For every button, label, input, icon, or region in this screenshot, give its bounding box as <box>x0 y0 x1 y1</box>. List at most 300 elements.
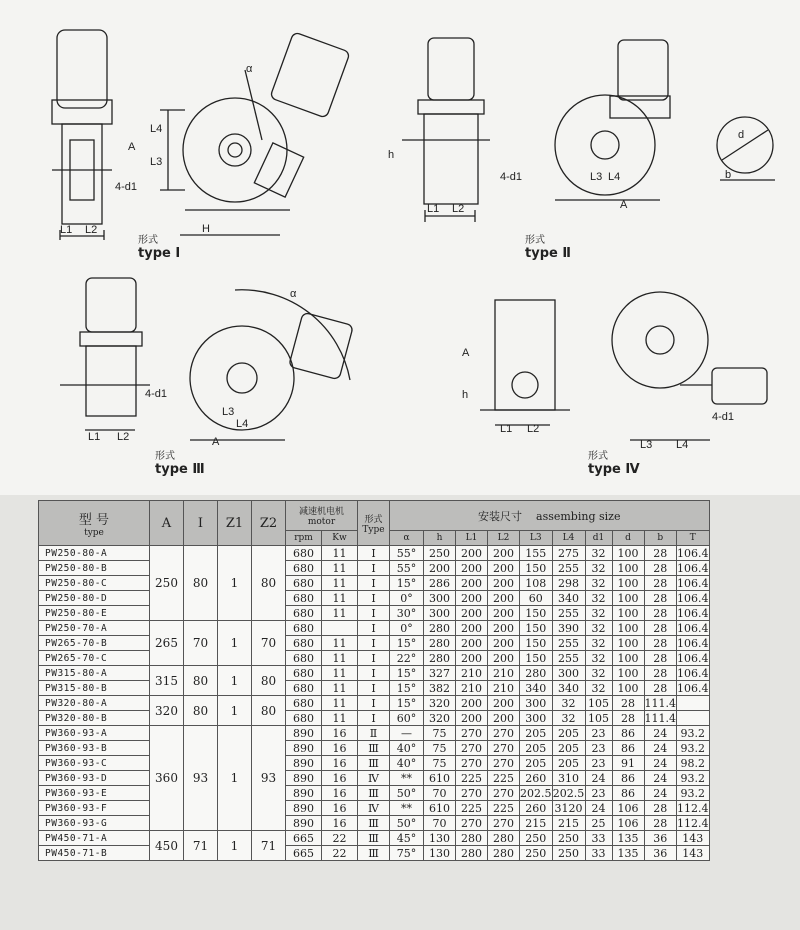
table-row <box>39 651 710 666</box>
table-cell: 106.4 <box>677 606 709 620</box>
table-cell: 382 <box>424 681 456 696</box>
table-cell: 320 <box>424 696 456 711</box>
table-cell: 32 <box>585 591 612 606</box>
table-cell: 130 <box>424 831 456 846</box>
dim-label-h-4: h <box>462 389 469 401</box>
table-cell: 1 <box>218 666 252 696</box>
table-cell: PW450-71-A <box>39 831 150 846</box>
table-cell: 225 <box>456 801 488 816</box>
table-cell: 15° <box>390 636 424 651</box>
table-cell: Ⅰ <box>358 621 390 636</box>
table-cell: 298 <box>552 576 585 591</box>
table-cell: Ⅰ <box>358 606 390 621</box>
table-cell: 890 <box>286 771 322 786</box>
table-cell: 0° <box>390 591 424 606</box>
table-row <box>39 756 710 771</box>
dim-label-A-1: A <box>128 141 136 153</box>
table-cell: 28 <box>644 546 677 561</box>
type-1-side-view <box>52 30 112 240</box>
table-cell <box>677 696 710 711</box>
table-cell: 310 <box>552 771 585 786</box>
caption-en: type Ⅲ <box>155 461 205 477</box>
header-col: α <box>390 531 424 546</box>
table-cell: 680 <box>286 606 322 621</box>
table-cell: PW360-93-F <box>39 801 150 816</box>
table-cell: 93.2 <box>677 771 710 786</box>
dim-label-A-3: A <box>212 436 220 448</box>
table-cell: 93.2 <box>677 726 710 741</box>
dim-label-d1-2: 4-d1 <box>500 171 523 183</box>
table-cell: 24 <box>644 786 677 801</box>
table-cell: 106.4 <box>677 591 709 605</box>
table-cell: 1 <box>218 696 252 726</box>
caption-zh: 形式 <box>138 235 158 246</box>
table-cell: 205 <box>520 756 553 771</box>
table-cell: PW360-93-E <box>39 786 150 801</box>
table-cell: PW250-80-C <box>39 576 150 591</box>
header-assembing-size <box>390 501 710 531</box>
table-row <box>39 831 710 846</box>
table-cell: 360 <box>150 726 184 831</box>
table-cell: 680 <box>286 546 322 561</box>
table-cell: 24 <box>644 741 677 756</box>
table-cell: 28 <box>644 621 677 636</box>
table-row <box>39 606 710 621</box>
table-cell: PW320-80-A <box>39 696 150 711</box>
table-cell: 32 <box>585 546 612 561</box>
table-cell: 300 <box>520 696 553 711</box>
dim-label-L2-2: L2 <box>452 203 465 215</box>
table-cell: 32 <box>585 681 612 696</box>
spec-table <box>38 500 710 861</box>
dim-label-L4-1: L4 <box>150 123 163 135</box>
table-cell: 24 <box>644 771 677 786</box>
table-cell: 108 <box>520 576 553 591</box>
table-cell: 80 <box>184 666 218 696</box>
table-cell: 36 <box>644 831 677 846</box>
dim-label-b: b <box>725 169 732 181</box>
table-cell: 200 <box>488 711 520 726</box>
header-form <box>358 501 390 546</box>
table-cell: 45° <box>390 831 424 846</box>
table-cell: 210 <box>456 681 488 696</box>
table-cell: 300 <box>552 666 585 681</box>
table-cell: 16 <box>322 801 358 816</box>
table-cell: PW360-93-A <box>39 726 150 741</box>
table-cell: 28 <box>644 561 677 576</box>
table-cell: 100 <box>612 666 644 681</box>
table-cell: 665 <box>286 831 322 846</box>
table-cell: 320 <box>424 711 456 726</box>
table-cell: 250 <box>552 846 585 861</box>
table-cell: 93 <box>184 726 218 831</box>
caption-en: type Ⅰ <box>138 245 181 261</box>
table-cell: 280 <box>424 636 456 651</box>
table-cell: 23 <box>585 741 612 756</box>
table-cell: 200 <box>488 591 520 606</box>
table-cell: Ⅰ <box>358 636 390 651</box>
table-cell: 25 <box>585 816 612 831</box>
table-cell: 23 <box>585 756 612 771</box>
header-col: h <box>424 531 456 546</box>
table-cell: 11 <box>322 711 358 726</box>
dim-label-L4-4: L4 <box>676 439 689 451</box>
table-cell: 80 <box>252 696 286 726</box>
table-cell: 15° <box>390 576 424 591</box>
dim-label-L1-2: L1 <box>427 203 440 215</box>
table-cell: 28 <box>644 651 677 666</box>
header-col: d <box>612 531 644 546</box>
header-col: d1 <box>585 531 612 546</box>
table-cell: 11 <box>322 576 358 591</box>
table-cell: 200 <box>456 651 488 666</box>
table-cell: 200 <box>456 711 488 726</box>
table-cell: Ⅰ <box>358 576 390 591</box>
table-cell: 100 <box>612 636 644 651</box>
table-cell: 200 <box>488 621 520 636</box>
table-cell: 28 <box>644 576 677 591</box>
dim-label-d1-1: 4-d1 <box>115 181 138 193</box>
table-cell: 24 <box>585 801 612 816</box>
dim-label-L2-1: L2 <box>85 224 98 236</box>
header-col: L1 <box>456 531 488 546</box>
table-cell: 225 <box>488 771 520 786</box>
caption-en: type Ⅳ <box>588 461 640 477</box>
header-col: T <box>677 531 710 546</box>
table-cell: 680 <box>286 621 322 636</box>
table-cell: 15° <box>390 681 424 696</box>
table-cell: 60 <box>520 591 553 606</box>
table-cell: 270 <box>488 786 520 801</box>
table-cell: PW265-70-C <box>39 651 150 666</box>
table-cell: 340 <box>552 591 585 606</box>
table-cell: 106.4 <box>677 576 709 590</box>
table-row <box>39 621 710 636</box>
header-model <box>39 501 150 546</box>
table-cell: 150 <box>520 561 553 576</box>
table-row <box>39 711 710 726</box>
table-cell: 75 <box>424 756 456 771</box>
table-cell: 610 <box>424 771 456 786</box>
header-col: L3 <box>520 531 553 546</box>
table-cell: 300 <box>424 606 456 621</box>
dim-label-L1-4: L1 <box>500 423 513 435</box>
table-cell: 32 <box>585 666 612 681</box>
table-cell: 86 <box>612 771 644 786</box>
table-cell: 450 <box>150 831 184 861</box>
table-cell: 28 <box>612 711 644 726</box>
table-cell: 680 <box>286 711 322 726</box>
table-cell: 1 <box>218 726 252 831</box>
table-cell: 680 <box>286 561 322 576</box>
table-cell: 210 <box>488 666 520 681</box>
header-rpm: rpm <box>286 531 322 546</box>
table-cell: PW450-71-B <box>39 846 150 861</box>
caption-type-3 <box>155 452 205 476</box>
table-cell: 32 <box>585 561 612 576</box>
table-cell: 106 <box>612 801 644 816</box>
table-cell: 11 <box>322 561 358 576</box>
table-cell: PW360-93-B <box>39 741 150 756</box>
table-cell: 280 <box>488 846 520 861</box>
table-cell: 16 <box>322 786 358 801</box>
table-cell: 890 <box>286 741 322 756</box>
table-cell: 106.4 <box>677 561 709 575</box>
table-cell: 55° <box>390 546 424 561</box>
table-cell: 16 <box>322 741 358 756</box>
table-cell: 86 <box>612 726 644 741</box>
table-cell: 150 <box>520 621 553 636</box>
table-cell: 28 <box>644 801 677 816</box>
table-cell: 80 <box>252 666 286 696</box>
table-cell: 200 <box>488 636 520 651</box>
table-cell: 270 <box>456 786 488 801</box>
table-cell: 33 <box>585 831 612 846</box>
table-cell: PW360-93-D <box>39 771 150 786</box>
table-cell: 200 <box>456 621 488 636</box>
table-cell: 250 <box>150 546 184 621</box>
table-cell: 50° <box>390 786 424 801</box>
table-cell: 200 <box>424 561 456 576</box>
table-cell: 0° <box>390 621 424 636</box>
table-cell: 93.2 <box>677 786 710 801</box>
table-cell: 270 <box>488 756 520 771</box>
dim-label-alpha-3: α <box>290 288 297 300</box>
table-cell: 11 <box>322 546 358 561</box>
spec-table-body <box>39 546 710 861</box>
table-cell: 100 <box>612 606 644 621</box>
table-cell: 111.4 <box>644 696 676 710</box>
table-cell: 24 <box>644 756 677 771</box>
table-cell: 32 <box>585 576 612 591</box>
table-cell: 280 <box>520 666 553 681</box>
table-cell: Ⅲ <box>358 786 390 801</box>
table-cell: 106.4 <box>677 651 709 665</box>
header-form-zh: 形式 <box>364 514 383 525</box>
table-cell: 890 <box>286 786 322 801</box>
table-cell: 11 <box>322 696 358 711</box>
table-cell: 112.4 <box>677 801 709 815</box>
table-cell: 890 <box>286 756 322 771</box>
table-cell: 200 <box>456 576 488 591</box>
header-model-zh: 型 号 <box>78 512 110 528</box>
table-cell: 28 <box>644 816 677 831</box>
table-cell: 100 <box>612 621 644 636</box>
header-col: b <box>644 531 677 546</box>
caption-type-1 <box>138 236 180 260</box>
type-4-side-view <box>480 300 570 425</box>
table-cell: 11 <box>322 681 358 696</box>
table-cell: 250 <box>520 846 553 861</box>
table-cell: 28 <box>644 636 677 651</box>
table-cell: 215 <box>552 816 585 831</box>
table-cell: Ⅰ <box>358 696 390 711</box>
table-cell: 270 <box>456 741 488 756</box>
dim-label-L4-2: L4 <box>608 171 621 183</box>
header-model-en: type <box>84 527 104 538</box>
table-cell: 93.2 <box>677 741 710 756</box>
table-cell: ** <box>390 771 424 786</box>
table-cell: 286 <box>424 576 456 591</box>
table-cell: 1 <box>218 546 252 621</box>
table-cell: 100 <box>612 591 644 606</box>
table-cell: 111.4 <box>644 711 676 725</box>
table-cell: PW250-80-B <box>39 561 150 576</box>
table-row <box>39 561 710 576</box>
table-cell: 270 <box>456 726 488 741</box>
table-row <box>39 666 710 681</box>
table-cell: Ⅳ <box>358 801 390 816</box>
table-cell: 40° <box>390 741 424 756</box>
table-cell: 255 <box>552 606 585 621</box>
table-cell: 22 <box>322 846 358 861</box>
table-cell: 86 <box>612 741 644 756</box>
table-cell: 106.4 <box>677 636 709 650</box>
type-2-side-view <box>402 38 490 222</box>
table-cell: 106.4 <box>677 666 709 680</box>
table-cell: 300 <box>424 591 456 606</box>
table-cell: 1 <box>218 621 252 666</box>
table-cell: 680 <box>286 591 322 606</box>
table-cell: 24 <box>644 726 677 741</box>
table-cell: 390 <box>552 621 585 636</box>
table-cell: 225 <box>456 771 488 786</box>
table-cell: 150 <box>520 636 553 651</box>
table-cell: 11 <box>322 591 358 606</box>
table-cell: 93 <box>252 726 286 831</box>
table-cell: 155 <box>520 546 553 561</box>
table-cell: Ⅲ <box>358 756 390 771</box>
table-cell: 205 <box>552 741 585 756</box>
table-cell: 33 <box>585 846 612 861</box>
table-cell: 106.4 <box>677 681 709 695</box>
table-cell: 680 <box>286 681 322 696</box>
caption-en: type Ⅱ <box>525 245 571 261</box>
table-cell: 270 <box>488 816 520 831</box>
table-cell: PW315-80-B <box>39 681 150 696</box>
table-cell: Ⅲ <box>358 741 390 756</box>
table-cell: PW265-70-B <box>39 636 150 651</box>
table-cell: 890 <box>286 801 322 816</box>
table-row <box>39 546 710 561</box>
dim-label-H-1: H <box>202 223 210 235</box>
header-kw: Kw <box>322 531 358 546</box>
table-row <box>39 696 710 711</box>
table-cell: 215 <box>520 816 553 831</box>
table-cell: 200 <box>488 606 520 621</box>
table-cell: 70 <box>424 816 456 831</box>
caption-zh: 形式 <box>588 451 608 462</box>
table-cell: 24 <box>585 771 612 786</box>
table-cell: 32 <box>552 696 585 711</box>
table-cell: 265 <box>150 621 184 666</box>
table-row <box>39 741 710 756</box>
table-cell: 75 <box>424 741 456 756</box>
table-cell: 143 <box>677 846 710 861</box>
table-cell: 270 <box>456 816 488 831</box>
table-cell: 28 <box>644 666 677 681</box>
table-cell: 100 <box>612 546 644 561</box>
table-cell: 130 <box>424 846 456 861</box>
dim-label-h-2: h <box>388 149 395 161</box>
dim-label-A-2: A <box>620 199 628 211</box>
dim-label-A-4: A <box>462 347 470 359</box>
table-cell: 340 <box>552 681 585 696</box>
spec-sheet <box>0 495 800 930</box>
table-cell: Ⅳ <box>358 771 390 786</box>
type-3-side-view <box>60 278 150 430</box>
table-cell: 106.4 <box>677 546 709 560</box>
table-cell: 250 <box>520 831 553 846</box>
table-cell: 200 <box>488 546 520 561</box>
table-cell: 86 <box>612 786 644 801</box>
dim-label-d1-4: 4-d1 <box>712 411 735 423</box>
table-cell: 255 <box>552 636 585 651</box>
table-cell: PW360-93-G <box>39 816 150 831</box>
table-cell: ** <box>390 801 424 816</box>
table-cell: 32 <box>552 711 585 726</box>
table-cell: 3120 <box>552 801 585 816</box>
table-cell: 200 <box>456 696 488 711</box>
table-cell: PW250-80-A <box>39 546 150 561</box>
table-cell: 202.5 <box>552 786 585 800</box>
table-cell: 98.2 <box>677 756 710 771</box>
table-cell: 16 <box>322 816 358 831</box>
table-cell: 200 <box>456 561 488 576</box>
table-cell: 28 <box>644 606 677 621</box>
table-row <box>39 636 710 651</box>
table-cell: Ⅰ <box>358 651 390 666</box>
table-cell: Ⅰ <box>358 711 390 726</box>
header-size-zh: 安装尺寸 <box>478 509 523 523</box>
table-cell: 680 <box>286 576 322 591</box>
table-cell: 665 <box>286 846 322 861</box>
table-cell <box>322 621 358 636</box>
table-cell: 32 <box>585 621 612 636</box>
table-cell: 275 <box>552 546 585 561</box>
caption-type-4 <box>588 452 640 476</box>
table-cell: 22° <box>390 651 424 666</box>
table-cell: 135 <box>612 831 644 846</box>
header-size-en: assembing size <box>536 509 621 523</box>
table-cell: 200 <box>488 576 520 591</box>
dim-label-d1-3: 4-d1 <box>145 388 168 400</box>
table-cell: 22 <box>322 831 358 846</box>
dim-label-L1-3: L1 <box>88 431 101 443</box>
type-3-front-view <box>190 290 353 440</box>
table-cell: Ⅲ <box>358 816 390 831</box>
table-cell: PW250-80-D <box>39 591 150 606</box>
table-cell: PW315-80-A <box>39 666 150 681</box>
table-cell: 280 <box>456 846 488 861</box>
table-cell: 30° <box>390 606 424 621</box>
table-cell: 16 <box>322 771 358 786</box>
caption-zh: 形式 <box>155 451 175 462</box>
table-cell: 91 <box>612 756 644 771</box>
table-row <box>39 786 710 801</box>
table-cell: 250 <box>424 546 456 561</box>
table-cell: Ⅲ <box>358 831 390 846</box>
table-cell: Ⅰ <box>358 666 390 681</box>
table-cell: 250 <box>552 831 585 846</box>
table-cell: 80 <box>252 546 286 621</box>
dim-label-L1-1: L1 <box>60 224 73 236</box>
table-cell: 327 <box>424 666 456 681</box>
table-cell <box>677 711 710 726</box>
dim-label-d: d <box>738 129 745 141</box>
table-cell: 105 <box>585 711 612 726</box>
table-cell: 150 <box>520 606 553 621</box>
